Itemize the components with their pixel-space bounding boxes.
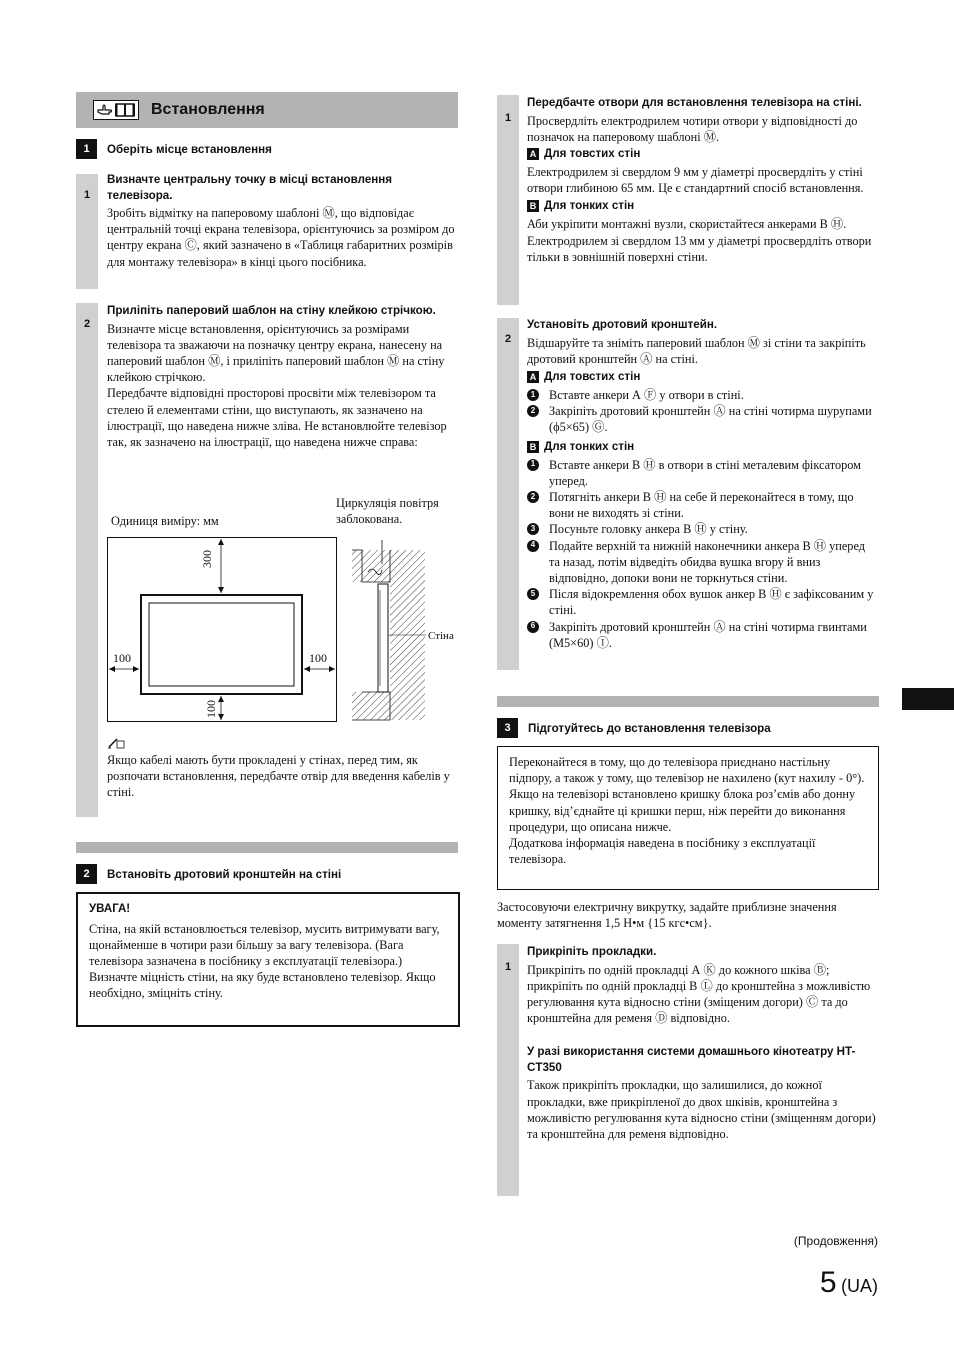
right-substep-1-content: [527, 95, 879, 265]
substep-heading: Установіть дротовий кронштейн.: [527, 318, 718, 331]
caution-box: [76, 892, 460, 1027]
letter-a-box-icon: A: [527, 371, 539, 383]
number-6-icon: 6: [527, 621, 539, 633]
thin-walls-label: Для тонких стін: [544, 199, 635, 213]
substep-heading: Приліпіть паперовий шаблон на стіну клейкою стрічкою.: [107, 304, 436, 317]
substep-strip: [76, 303, 98, 817]
caution-text: Стіна, на якій встановлюється телевізор, мусить витримувати вагу, щонайменше в чотири рази більшу за вагу телевізора. (Вага телевізора зазначена в посібнику з експлуатації телевізора.): [89, 921, 440, 968]
thick-walls-heading: [527, 146, 879, 162]
memo-pencil-icon: [107, 737, 125, 749]
substep-text: Прикріпіть по одній прокладці А Ⓚ до кожного шківа Ⓑ; прикріпіть по одній прокладці В Ⓛ до кронштейна з можливістю регулювання кута відносно стіни (зміщеним догори) Ⓒ та до кронштейна для ременя Ⓓ відповідно.: [527, 962, 871, 1026]
note-text: Якщо кабелі мають бути прокладені у стінах, перед тим, як розпочати встановлення, передбачте отвір для введення кабелів у стіні.: [107, 753, 450, 800]
blocked-airflow-diagram: [352, 540, 427, 722]
step-number: 3: [497, 718, 518, 738]
dim-top: 300: [200, 550, 214, 568]
substep-2-content: [107, 303, 459, 450]
substep-strip: [497, 95, 519, 305]
list-item: [527, 489, 879, 521]
substep-text: Визначте місце встановлення, орієнтуючись за розмірами телевізора та зважаючи на позначку центру екрана, нанесену на паперовий шаблон Ⓜ, і приліпіть паперовий шаблон Ⓜ на стіну клейкою стрічкою.: [107, 321, 445, 385]
page-edge-tab: [902, 688, 954, 710]
number-1-icon: 1: [527, 389, 539, 401]
substep-text: Також прикріпіть прокладки, що залишилися, до кожної прокладки, вже прикріпленої до двох шківів, кронштейна з можливістю регулювання кута відносно стіни (зміщенням догори) та кронштейна для ременя відповідно.: [527, 1078, 876, 1141]
list-item-text: Закріпіть дротовий кронштейн Ⓐ на стіні чотирма гвинтами (M5×60) Ⓘ.: [549, 619, 867, 650]
substep-strip: [497, 944, 519, 1196]
page-number: [820, 1266, 878, 1300]
book-icon: [93, 100, 139, 120]
substep-number: 2: [504, 333, 512, 345]
letter-b-box-icon: B: [527, 441, 539, 453]
page-language-code: (UA): [841, 1276, 878, 1296]
substep-heading: Прикріпіть прокладки.: [527, 945, 657, 958]
number-3-icon: 3: [527, 523, 539, 535]
torque-text: Застосовуючи електричну викрутку, задайте приблизне значення моменту затягнення 1,5 Н•м {15 кгс•см}.: [497, 900, 837, 931]
step-label: Оберіть місце встановлення: [107, 142, 272, 156]
substep-number: 1: [83, 189, 91, 201]
substep-strip: [497, 318, 519, 670]
thin-walls-heading: [527, 439, 879, 455]
clearance-diagram: [107, 537, 337, 722]
list-item: [527, 521, 879, 537]
info-text: Додаткова інформація наведена в посібнику з експлуатації телевізора.: [509, 836, 816, 867]
thin-walls-heading: [527, 198, 879, 214]
caution-text: Визначте міцність стіни, на яку буде встановлено телевізор. Якщо необхідно, зміцніть стіну.: [89, 970, 436, 1001]
list-item-text: Після відокремлення обох вушок анкер В Ⓗ є зафіксованим у стіні.: [549, 587, 874, 618]
step-number: 1: [76, 139, 97, 159]
letter-b-box-icon: B: [527, 200, 539, 212]
list-item-text: Подайте верхній та нижній наконечники анкера В Ⓗ уперед та назад, потім відведіть обидва вушка вгору й вниз відповідно, допоки вони не торкнуться стіни.: [549, 538, 866, 585]
list-item: [527, 619, 879, 651]
number-2-icon: 2: [527, 405, 539, 417]
list-item: [527, 387, 879, 403]
info-box: [497, 746, 879, 890]
info-text: Переконайтеся в тому, що до телевізора приєднано настільну підпору, а також у тому, що телевізор не нахилено (кут нахилу - 0°). Якщо на телевізорі встановлено кришку блока роз’ємів або донну кришку, від’єднайте ці кришки перш, ніж перейти до виконання процедури, що описана нижче.: [509, 755, 865, 834]
substep-text: Передбачте відповідні просторові просвіти між телевізором та стелею й елементами стіни, що виступають, як зазначено на ілюстрації, що наведена нижче зліва. Не встановлюйте телевізор так, як зазначено на ілюстрації, що наведена нижче справа:: [107, 386, 447, 449]
substep-1-content: [107, 172, 459, 270]
substep-strip: [76, 174, 98, 289]
section-title: Встановлення: [151, 101, 265, 118]
list-item-text: Закріпіть дротовий кронштейн Ⓐ на стіні чотирма шурупами (ϕ5×65) Ⓖ.: [549, 404, 872, 435]
thin-walls-label: Для тонких стін: [544, 439, 635, 453]
list-item-text: Вставте анкери В Ⓗ в отвори в стіні металевим фіксатором уперед.: [549, 457, 861, 488]
step-label: Встановіть дротовий кронштейн на стіні: [107, 867, 342, 881]
right-substep-2-content: [527, 317, 879, 651]
figure-unit-caption: Одиниця виміру: мм: [111, 514, 219, 528]
thick-walls-heading: [527, 369, 879, 385]
figure-wall-label: Стіна: [428, 630, 454, 642]
number-2-icon: 2: [527, 491, 539, 503]
section-title-bar: [76, 92, 458, 128]
number-5-icon: 5: [527, 588, 539, 600]
list-item-text: Потягніть анкери В Ⓗ на себе й переконайтеся в тому, що вони не виходять зі стіни.: [549, 489, 854, 521]
list-item-text: Вставте анкери А Ⓕ у отвори в стіні.: [549, 387, 744, 402]
section-divider: [76, 842, 458, 853]
step-2-header: [76, 864, 341, 884]
list-item: [527, 586, 879, 618]
number-1-icon: 1: [527, 459, 539, 471]
figure-airflow-caption: Циркуляція повітря заблокована.: [336, 496, 439, 526]
thick-walls-label: Для товстих стін: [544, 369, 641, 383]
letter-a-box-icon: A: [527, 148, 539, 160]
substep-text: Відшаруйте та зніміть паперовий шаблон Ⓜ зі стіни та закріпіть дротовий кронштейн Ⓐ на стіні.: [527, 335, 866, 366]
right-step3-substep-1-content: [527, 944, 879, 1142]
thin-walls-text: Аби укріпити монтажні вузли, скористайтеся анкерами В Ⓗ. Електродрилем зі свердлом 13 мм у діаметрі просвердліть отвори тільки в зовнішній поверхні стіни.: [527, 217, 872, 264]
step-1-header: [76, 139, 272, 159]
dim-right: 100: [309, 651, 327, 665]
number-4-icon: 4: [527, 540, 539, 552]
continued-label: (Продовження): [793, 1234, 878, 1248]
substep-text: Просвердліть електродрилем чотири отвори у відповідності до позначок на паперовому шаблоні Ⓜ.: [527, 113, 858, 144]
step-3-header: [497, 718, 771, 738]
substep-heading: У разі використання системи домашнього кінотеатру HT-CT350: [527, 1045, 856, 1074]
dim-bottom: 100: [204, 700, 218, 718]
hand-pointer-icon: [97, 103, 113, 117]
list-item: [527, 538, 879, 587]
open-book-icon: [115, 103, 135, 117]
page-number-value: 5: [819, 1266, 837, 1299]
substep-number: 1: [504, 961, 512, 973]
list-item: [527, 457, 879, 489]
section-divider: [497, 696, 879, 707]
caution-title: УВАГА!: [89, 903, 131, 915]
thick-walls-label: Для товстих стін: [544, 146, 641, 160]
list-item-text: Посуньте головку анкера В Ⓗ у стіну.: [549, 522, 748, 537]
step-number: 2: [76, 864, 97, 884]
list-item: [527, 403, 879, 435]
step-label: Підготуйтесь до встановлення телевізора: [528, 721, 771, 735]
substep-text: Зробіть відмітку на паперовому шаблоні Ⓜ, що відповідає центральній точці екрана телевізора, орієнтуючись за розміром до центру екрана Ⓒ, який зазначено в «Таблиця габаритних розмірів для монтажу телевізора» в кінці цього посібника.: [107, 206, 455, 269]
thick-walls-text: Електродрилем зі свердлом 9 мм у діаметрі просвердліть у стіні отвори глибиною 65 мм. Це є стандартний спосіб встановлення.: [527, 164, 864, 196]
substep-number: 2: [83, 318, 91, 330]
substep-heading: Передбачте отвори для встановлення телевізора на стіні.: [527, 96, 862, 109]
dim-left: 100: [113, 651, 131, 665]
substep-heading: Визначте центральну точку в місці встановлення телевізора.: [107, 173, 393, 202]
substep-number: 1: [504, 112, 512, 124]
